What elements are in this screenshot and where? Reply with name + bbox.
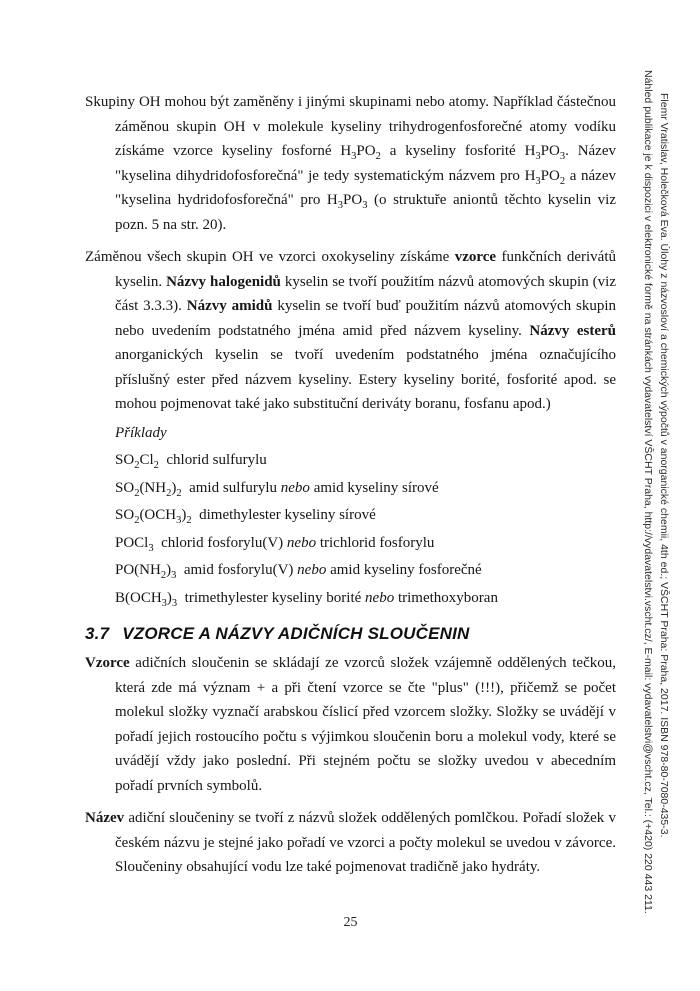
example-so2och3: $SO_2(OCH_3)_2$ dimethylester kyseliny sírové — [115, 507, 376, 526]
example-pocl3: POCl$_3$ chlorid fosforylu(V) nebo trichlorid fosforylu — [115, 534, 435, 554]
citation-sidebar — [640, 70, 672, 914]
example-boch3: $B(OCH_3)_3$ trimethylester kyseliny borité nebo trimethoxyboran — [115, 589, 498, 609]
paragraph-functional-derivatives: Záměnou všech skupin OH ve vzorci oxokyseliny získáme vzorce funkčních derivátů kyselin. Názvy halogenidů kyselin se tvoří použitím názvů atomových skupin (viz část 3.3.3). Názvy amidů kyselin se tvoří buď použitím názvů atomových skupin nebo uvedením podstatného jména amid před názvem kyseliny. Názvy esterů anorganických kyselin se tvoří uvedením podstatného jména označujícího příslušný ester před názvem kyseliny. Estery kyseliny borité, fosforité apod. se mohou pojmenovat také jako substituční deriváty boranu, fosfanu apod.) — [85, 249, 616, 412]
examples-section — [115, 420, 616, 613]
citation-reference: Flemr Vratislav, Holečková Eva. Úlohy z názvosloví a chemických výpočtů v anorganické chemii, 4th ed.; VŠCHT Praha: Praha, 2017. ISBN 978-80-7080-435-3. — [658, 93, 670, 838]
examples-label: Příklady — [115, 424, 167, 441]
example-so2nh2: $SO_2(NH_2)_2$ amid sulfurylu nebo amid kyseliny sírové — [115, 479, 439, 499]
page-number: 25 — [343, 915, 358, 930]
section-heading — [85, 624, 616, 644]
paragraph-addition-names: Název adiční sloučeniny se tvoří z názvů složek oddělených pomlčkou. Pořadí složek v českém názvu je stejné jako pořadí ve vzorci a počty molekul se uvedou v závorce. Sloučeniny obsahující vodu lze také pojmenovat tradičně jako hydráty. — [85, 810, 616, 875]
paragraph-oh-substitution: Skupiny OH mohou být zaměněny i jinými skupinami nebo atomy. Například částečnou záměnou skupin OH v molekule kyseliny trihydrogenfosforečné atomy vodíku získáme vzorce kyseliny fosforné $H_3PO_2$ a kyseliny fosforité $H_3PO_3$. Název "kyselina dihydridofosforečná" je tedy systematickým názvem pro $H_3PO_2$ a název "kyselina hydridofosforečná" pro $H_3PO_3$ (o struktuře aniontů těchto kyselin viz pozn. 5 na str. 20). — [85, 94, 617, 233]
section-number: 3.7 — [85, 624, 110, 643]
section-title: VZORCE A NÁZVY ADIČNÍCH SLOUČENIN — [122, 624, 470, 643]
example-so2cl2: $SO_2Cl_2$ chlorid sulfurylu — [115, 452, 267, 471]
paragraph-addition-formulas: Vzorce adičních sloučenin se skládají ze vzorců složek vzájemně oddělených tečkou, která zde má význam + a při čtení vzorce se čte "plus" (!!!), přičemž se počet molekul složky vyznačí arabskou číslicí před vzorcem složky. Složky se uvádějí v pořadí jejich rostoucího počtu s výjimkou sloučenin boru a molekul vody, které se uvádějí vždy jako poslední. Při stejném počtu se složky uvedou v abecedním pořadí prvních symbolů. — [85, 655, 616, 794]
citation-availability: Náhled publikace je k dispozici v elektronické formě na stránkách vydavatelství VŠCHT Praha, http://vydavatelstvi.vscht.cz/, E-mail: vydavatelstvi@vscht.cz, Tel.: (+420) 220 443 211. — [642, 70, 654, 914]
example-ponh2: $PO(NH_2)_3$ amid fosforylu(V) nebo amid kyseliny fosforečné — [115, 562, 482, 581]
page-body — [85, 90, 616, 880]
